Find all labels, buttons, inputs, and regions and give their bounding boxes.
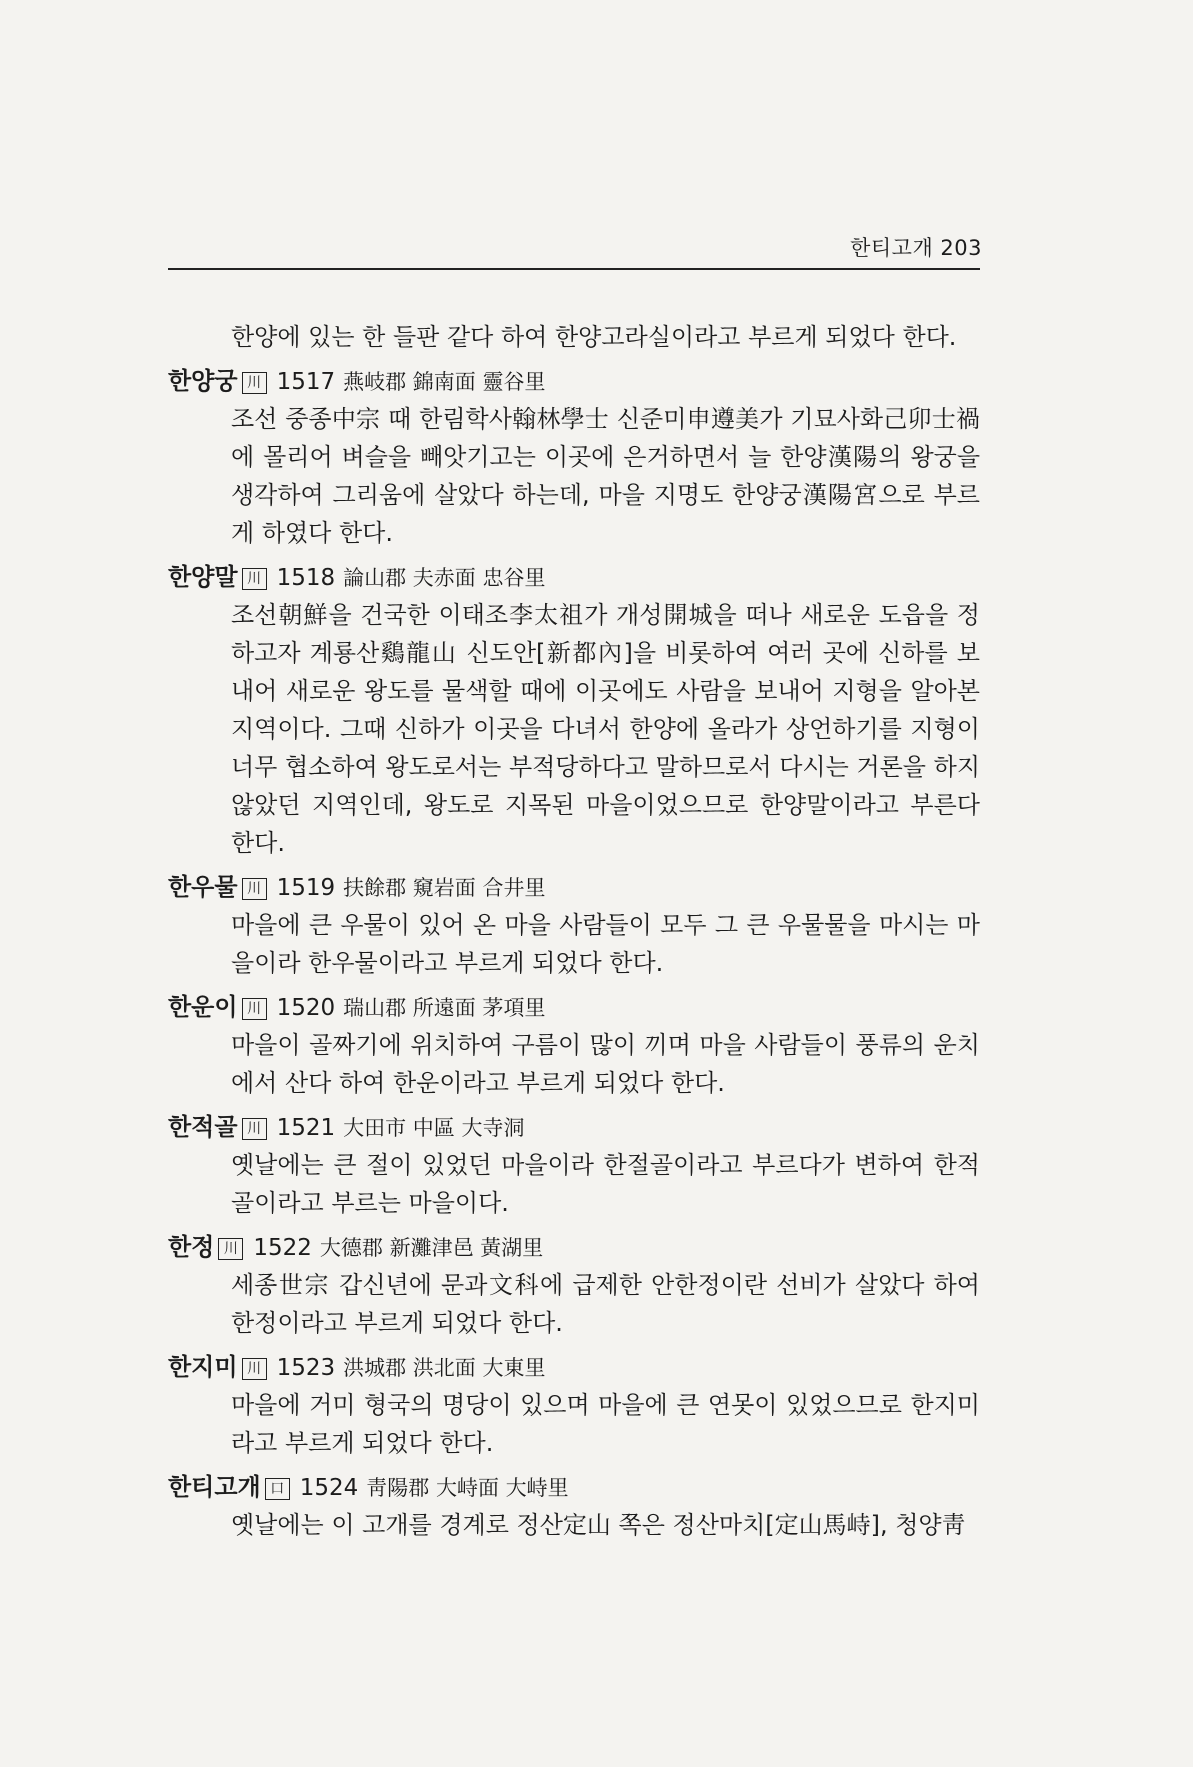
entry-type-badge: 川 <box>218 1238 243 1260</box>
entry-number: 1524 <box>299 1475 359 1501</box>
entry-location: 大田市 中區 大寺洞 <box>343 1116 525 1140</box>
entry-number: 1521 <box>276 1115 336 1141</box>
entry-type-badge: 川 <box>242 1118 267 1140</box>
entry-head <box>168 1109 980 1146</box>
entry-headword: 한티고개 <box>168 1473 261 1501</box>
entry-text: 세종世宗 갑신년에 문과文科에 급제한 안한정이란 선비가 살았다 하여 한정이라고 부르게 되었다 한다. <box>231 1271 980 1337</box>
entry-location: 洪城郡 洪北面 大東里 <box>343 1356 546 1380</box>
dictionary-entry <box>168 363 980 552</box>
entry-location: 大德郡 新灘津邑 黃湖里 <box>319 1236 544 1260</box>
entry-headword: 한운이 <box>168 993 238 1021</box>
entry-head <box>168 989 980 1026</box>
dictionary-entry <box>168 989 980 1102</box>
dictionary-entry <box>168 1229 980 1342</box>
entry-text: 옛날에는 큰 절이 있었던 마을이라 한절골이라고 부르다가 변하여 한적골이라고 부르는 마을이다. <box>231 1151 980 1217</box>
entry-number: 1523 <box>276 1355 336 1381</box>
entry-location: 扶餘郡 窺岩面 合井里 <box>343 876 546 900</box>
entry-type-badge: 川 <box>242 568 267 590</box>
entry-text: 마을에 큰 우물이 있어 온 마을 사람들이 모두 그 큰 우물물을 마시는 마을이라 한우물이라고 부르게 되었다 한다. <box>231 911 980 977</box>
entry-location: 瑞山郡 所遠面 茅項里 <box>343 996 546 1020</box>
dictionary-entry <box>168 1109 980 1222</box>
entry-headword: 한양궁 <box>168 367 238 395</box>
entry-text: 조선朝鮮을 건국한 이태조李太祖가 개성開城을 떠나 새로운 도읍을 정하고자 계룡산鷄龍山 신도안[新都內]을 비롯하여 여러 곳에 신하를 보내어 새로운 왕도를 물색할 때에 이곳에도 사람을 보내어 지형을 알아본 지역이다. 그때 신하가 이곳을 다녀서 한양에 올라가 상언하기를 지형이 너무 협소하여 왕도로서는 부적당하다고 말하므로서 다시는 거론을 하지 않았던 지역인데, 왕도로 지목된 마을이었으므로 한양말이라고 부른다 한다. <box>231 601 980 857</box>
dictionary-entry <box>168 559 980 862</box>
entry-text: 조선 중종中宗 때 한림학사翰林學士 신준미申遵美가 기묘사화己卯士禍에 몰리어 벼슬을 빼앗기고는 이곳에 은거하면서 늘 한양漢陽의 왕궁을 생각하여 그리움에 살았다 하는데, 마을 지명도 한양궁漢陽宮으로 부르게 하였다 한다. <box>231 405 980 547</box>
entry-location: 燕岐郡 錦南面 靈谷里 <box>343 370 546 394</box>
entry-number: 1520 <box>276 995 336 1021</box>
page-content <box>168 318 980 1544</box>
entry-number: 1518 <box>276 565 336 591</box>
entry-headword: 한지미 <box>168 1353 238 1381</box>
entry-type-badge: 川 <box>242 998 267 1020</box>
running-head: 한티고개 203 <box>850 236 982 260</box>
entry-type-badge: 川 <box>242 878 267 900</box>
entry-head <box>168 1349 980 1386</box>
entry-type-badge: 川 <box>242 1358 267 1380</box>
header-rule <box>168 268 980 270</box>
entry-headword: 한적골 <box>168 1113 238 1141</box>
entry-text: 마을에 거미 형국의 명당이 있으며 마을에 큰 연못이 있었으므로 한지미라고 부르게 되었다 한다. <box>231 1391 980 1457</box>
entry-headword: 한양말 <box>168 563 238 591</box>
dictionary-entry <box>168 1349 980 1462</box>
entry-head <box>168 559 980 596</box>
entry-type-badge: 川 <box>242 372 267 394</box>
entry-headword: 한정 <box>168 1233 215 1261</box>
entry-number: 1519 <box>276 875 336 901</box>
entry-type-badge: 口 <box>265 1478 290 1500</box>
dictionary-entry <box>168 869 980 982</box>
entry-head <box>168 1469 980 1506</box>
entry-text: 옛날에는 이 고개를 경계로 정산定山 쪽은 정산마치[定山馬峙], 청양靑 <box>231 1511 966 1539</box>
entry-text: 마을이 골짜기에 위치하여 구름이 많이 끼며 마을 사람들이 풍류의 운치에서 산다 하여 한운이라고 부르게 되었다 한다. <box>231 1031 980 1097</box>
entry-headword: 한우물 <box>168 873 238 901</box>
dictionary-entry <box>168 1469 980 1544</box>
continuation-paragraph: 한양에 있는 한 들판 같다 하여 한양고라실이라고 부르게 되었다 한다. <box>231 323 957 351</box>
entry-number: 1522 <box>253 1235 312 1261</box>
entry-head <box>168 1229 980 1266</box>
entry-location: 論山郡 夫赤面 忠谷里 <box>343 566 546 590</box>
entry-head <box>168 869 980 906</box>
entry-location: 靑陽郡 大峙面 大峙里 <box>366 1476 569 1500</box>
entry-number: 1517 <box>276 369 336 395</box>
entry-head <box>168 363 980 400</box>
